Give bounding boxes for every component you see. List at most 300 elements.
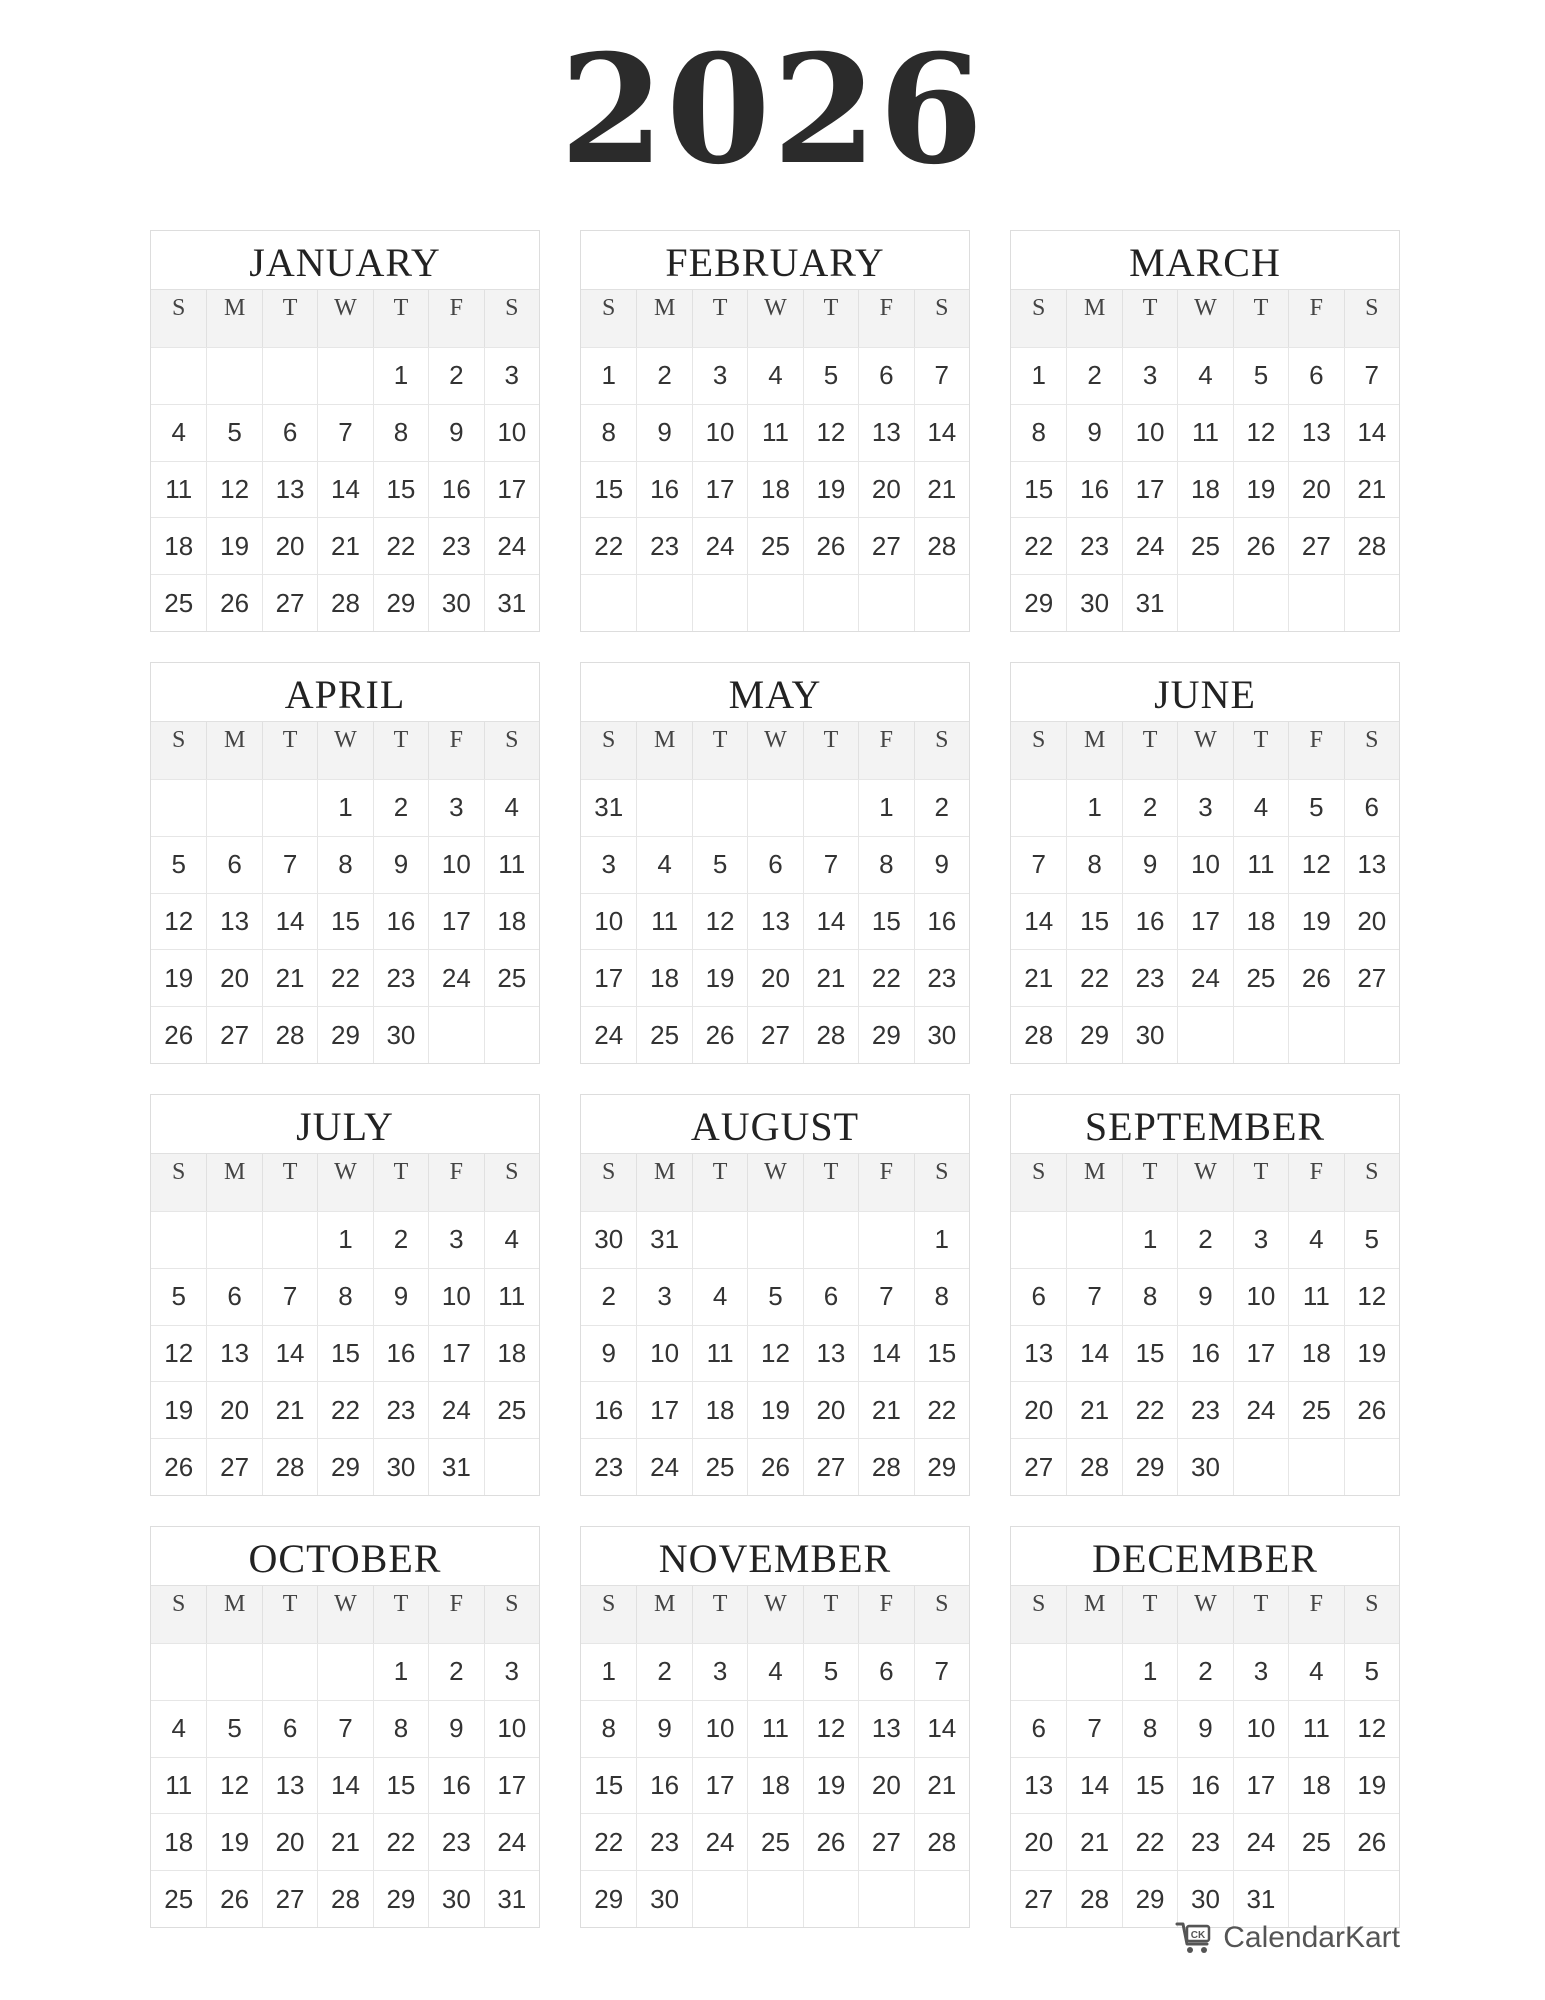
month-name: OCTOBER: [248, 1536, 442, 1581]
month-name: JANUARY: [249, 240, 441, 285]
day-cell: 30: [914, 1006, 969, 1063]
day-cell: 8: [1066, 836, 1121, 893]
day-cell: 1: [373, 1643, 428, 1700]
day-cell: 31: [1233, 1870, 1288, 1927]
day-cell: 2: [428, 347, 483, 404]
day-cell: 25: [1288, 1813, 1343, 1870]
day-cell: 1: [858, 779, 913, 836]
day-cell: 20: [262, 1813, 317, 1870]
day-cell: 7: [1011, 836, 1066, 893]
day-cell: 19: [1344, 1757, 1399, 1814]
weekday-label: S: [914, 721, 969, 779]
brand-logo: [1175, 1920, 1400, 1956]
day-cell: 27: [1344, 949, 1399, 1006]
day-cell: 10: [484, 1700, 539, 1757]
day-cell: 9: [1066, 404, 1121, 461]
weekday-label: S: [914, 289, 969, 347]
day-cell: 27: [206, 1438, 261, 1495]
weekday-label: M: [636, 1153, 691, 1211]
day-cell: 17: [428, 1325, 483, 1382]
day-cell: 4: [692, 1268, 747, 1325]
day-cell: 30: [581, 1211, 636, 1268]
day-cell: [858, 1211, 913, 1268]
brand-name: CalendarKart: [1223, 1921, 1400, 1954]
day-cell: 28: [1011, 1006, 1066, 1063]
day-cell: 13: [803, 1325, 858, 1382]
day-cell: 28: [1066, 1870, 1121, 1927]
weekday-label: S: [1011, 1153, 1066, 1211]
day-cell: 24: [1122, 517, 1177, 574]
day-cell: 22: [1011, 517, 1066, 574]
days-grid: [1011, 347, 1399, 631]
day-cell: 26: [206, 1870, 261, 1927]
month-april: [150, 662, 540, 1064]
day-cell: 14: [858, 1325, 913, 1382]
day-cell: 27: [803, 1438, 858, 1495]
day-cell: 13: [1288, 404, 1343, 461]
day-cell: 15: [1066, 893, 1121, 950]
day-cell: 23: [1177, 1381, 1232, 1438]
day-cell: 24: [484, 1813, 539, 1870]
day-cell: 21: [317, 1813, 372, 1870]
day-cell: 4: [1177, 347, 1232, 404]
day-cell: 26: [1288, 949, 1343, 1006]
day-cell: 7: [1066, 1700, 1121, 1757]
day-cell: 2: [1177, 1211, 1232, 1268]
day-cell: 19: [151, 949, 206, 1006]
weekday-label: M: [206, 1153, 261, 1211]
weekday-label: T: [692, 1153, 747, 1211]
weekday-label: S: [581, 289, 636, 347]
day-cell: [692, 574, 747, 631]
day-cell: 17: [1233, 1325, 1288, 1382]
day-cell: 10: [692, 1700, 747, 1757]
day-cell: 4: [1233, 779, 1288, 836]
weekday-label: S: [484, 1585, 539, 1643]
day-cell: 20: [1288, 461, 1343, 518]
day-cell: 22: [317, 949, 372, 1006]
month-name: DECEMBER: [1092, 1536, 1318, 1581]
day-cell: 18: [484, 893, 539, 950]
day-cell: 2: [1066, 347, 1121, 404]
day-cell: 5: [803, 347, 858, 404]
day-cell: 3: [484, 347, 539, 404]
day-cell: 12: [803, 1700, 858, 1757]
day-cell: 15: [581, 461, 636, 518]
day-cell: 9: [1177, 1268, 1232, 1325]
weekday-label: F: [1288, 1153, 1343, 1211]
day-cell: 15: [1122, 1757, 1177, 1814]
weekday-label: T: [692, 289, 747, 347]
day-cell: 23: [428, 1813, 483, 1870]
day-cell: 13: [858, 1700, 913, 1757]
weekday-header-row: [151, 1153, 539, 1211]
weekday-label: S: [1011, 1585, 1066, 1643]
day-cell: 13: [747, 893, 802, 950]
day-cell: 31: [484, 574, 539, 631]
day-cell: 11: [484, 1268, 539, 1325]
day-cell: 27: [206, 1006, 261, 1063]
day-cell: 29: [581, 1870, 636, 1927]
days-grid: [151, 779, 539, 1063]
day-cell: 13: [206, 893, 261, 950]
day-cell: [1233, 1006, 1288, 1063]
weekday-label: T: [1233, 1153, 1288, 1211]
month-august: [580, 1094, 970, 1496]
day-cell: 15: [858, 893, 913, 950]
day-cell: [747, 1211, 802, 1268]
day-cell: 15: [1122, 1325, 1177, 1382]
day-cell: 22: [1122, 1813, 1177, 1870]
day-cell: 20: [858, 461, 913, 518]
day-cell: 29: [1066, 1006, 1121, 1063]
day-cell: [1288, 1006, 1343, 1063]
day-cell: 21: [914, 461, 969, 518]
month-name: SEPTEMBER: [1084, 1104, 1326, 1149]
day-cell: [803, 1211, 858, 1268]
day-cell: 9: [636, 404, 691, 461]
day-cell: [151, 779, 206, 836]
day-cell: 24: [1233, 1381, 1288, 1438]
day-cell: [206, 1211, 261, 1268]
day-cell: 5: [1288, 779, 1343, 836]
weekday-label: W: [317, 721, 372, 779]
weekday-label: M: [636, 289, 691, 347]
day-cell: 24: [692, 517, 747, 574]
day-cell: [206, 1643, 261, 1700]
days-grid: [151, 347, 539, 631]
weekday-label: W: [747, 289, 802, 347]
day-cell: 17: [484, 461, 539, 518]
day-cell: [636, 574, 691, 631]
day-cell: 7: [1066, 1268, 1121, 1325]
weekday-label: M: [206, 721, 261, 779]
day-cell: [692, 1211, 747, 1268]
day-cell: 10: [428, 836, 483, 893]
day-cell: 7: [858, 1268, 913, 1325]
day-cell: 1: [1122, 1643, 1177, 1700]
weekday-label: T: [1233, 721, 1288, 779]
day-cell: 4: [151, 1700, 206, 1757]
day-cell: 21: [317, 517, 372, 574]
month-march: [1010, 230, 1400, 632]
day-cell: 14: [317, 1757, 372, 1814]
weekday-label: F: [858, 1153, 913, 1211]
weekday-label: M: [1066, 289, 1121, 347]
day-cell: 26: [692, 1006, 747, 1063]
day-cell: 30: [636, 1870, 691, 1927]
day-cell: 17: [484, 1757, 539, 1814]
day-cell: 2: [373, 779, 428, 836]
day-cell: 8: [1011, 404, 1066, 461]
day-cell: 27: [1288, 517, 1343, 574]
weekday-label: M: [636, 1585, 691, 1643]
months-grid: [150, 230, 1400, 1928]
day-cell: 9: [636, 1700, 691, 1757]
day-cell: 7: [803, 836, 858, 893]
day-cell: 2: [428, 1643, 483, 1700]
weekday-label: S: [484, 721, 539, 779]
weekday-label: T: [1233, 1585, 1288, 1643]
calendar-cart-icon: [1175, 1920, 1215, 1956]
day-cell: 3: [1233, 1643, 1288, 1700]
day-cell: 21: [262, 949, 317, 1006]
day-cell: 26: [206, 574, 261, 631]
day-cell: [803, 1870, 858, 1927]
day-cell: 15: [317, 893, 372, 950]
weekday-label: F: [428, 289, 483, 347]
month-may: [580, 662, 970, 1064]
day-cell: 3: [428, 779, 483, 836]
day-cell: 13: [262, 1757, 317, 1814]
days-grid: [581, 1643, 969, 1927]
day-cell: 25: [692, 1438, 747, 1495]
weekday-header-row: [1011, 1585, 1399, 1643]
weekday-label: M: [1066, 721, 1121, 779]
day-cell: 2: [636, 1643, 691, 1700]
day-cell: 3: [1177, 779, 1232, 836]
day-cell: 18: [747, 1757, 802, 1814]
day-cell: 14: [262, 1325, 317, 1382]
day-cell: 3: [428, 1211, 483, 1268]
day-cell: 21: [262, 1381, 317, 1438]
day-cell: 10: [1233, 1268, 1288, 1325]
day-cell: 6: [1011, 1700, 1066, 1757]
day-cell: [262, 347, 317, 404]
day-cell: 15: [581, 1757, 636, 1814]
day-cell: 12: [1344, 1700, 1399, 1757]
day-cell: 23: [1122, 949, 1177, 1006]
day-cell: 16: [1177, 1325, 1232, 1382]
day-cell: 22: [373, 517, 428, 574]
day-cell: 25: [484, 1381, 539, 1438]
day-cell: 4: [484, 1211, 539, 1268]
day-cell: 16: [636, 461, 691, 518]
day-cell: 24: [581, 1006, 636, 1063]
weekday-label: W: [747, 1153, 802, 1211]
day-cell: 21: [1344, 461, 1399, 518]
day-cell: 6: [803, 1268, 858, 1325]
day-cell: [151, 347, 206, 404]
day-cell: 14: [1011, 893, 1066, 950]
day-cell: 25: [636, 1006, 691, 1063]
weekday-label: F: [1288, 289, 1343, 347]
day-cell: 12: [206, 461, 261, 518]
day-cell: 28: [317, 1870, 372, 1927]
weekday-label: S: [914, 1585, 969, 1643]
day-cell: 19: [206, 1813, 261, 1870]
day-cell: 16: [373, 1325, 428, 1382]
day-cell: 15: [373, 1757, 428, 1814]
day-cell: 16: [581, 1381, 636, 1438]
day-cell: 26: [1233, 517, 1288, 574]
weekday-label: M: [1066, 1585, 1121, 1643]
weekday-label: T: [373, 1585, 428, 1643]
day-cell: 29: [1122, 1870, 1177, 1927]
day-cell: 3: [1233, 1211, 1288, 1268]
day-cell: [858, 1870, 913, 1927]
weekday-label: T: [1122, 1585, 1177, 1643]
day-cell: 8: [858, 836, 913, 893]
day-cell: 15: [317, 1325, 372, 1382]
day-cell: [914, 574, 969, 631]
day-cell: 10: [1233, 1700, 1288, 1757]
day-cell: 1: [581, 1643, 636, 1700]
day-cell: 10: [428, 1268, 483, 1325]
day-cell: 8: [317, 836, 372, 893]
day-cell: 7: [262, 836, 317, 893]
day-cell: 14: [1066, 1325, 1121, 1382]
day-cell: 31: [484, 1870, 539, 1927]
day-cell: 31: [636, 1211, 691, 1268]
day-cell: 22: [317, 1381, 372, 1438]
weekday-label: S: [484, 1153, 539, 1211]
day-cell: 23: [1066, 517, 1121, 574]
day-cell: 10: [636, 1325, 691, 1382]
day-cell: 28: [914, 1813, 969, 1870]
month-september: [1010, 1094, 1400, 1496]
day-cell: [1288, 1870, 1343, 1927]
weekday-label: T: [692, 721, 747, 779]
weekday-label: F: [858, 1585, 913, 1643]
days-grid: [581, 1211, 969, 1495]
day-cell: 5: [206, 404, 261, 461]
day-cell: 5: [747, 1268, 802, 1325]
day-cell: [1344, 1870, 1399, 1927]
day-cell: 23: [1177, 1813, 1232, 1870]
day-cell: 28: [914, 517, 969, 574]
weekday-label: W: [1177, 1585, 1232, 1643]
days-grid: [581, 347, 969, 631]
weekday-label: S: [1011, 289, 1066, 347]
day-cell: 27: [858, 1813, 913, 1870]
month-october: [150, 1526, 540, 1928]
day-cell: 1: [317, 1211, 372, 1268]
day-cell: 20: [206, 1381, 261, 1438]
day-cell: 12: [1344, 1268, 1399, 1325]
day-cell: 6: [206, 836, 261, 893]
day-cell: 22: [1066, 949, 1121, 1006]
day-cell: [692, 1870, 747, 1927]
day-cell: 19: [206, 517, 261, 574]
day-cell: 16: [914, 893, 969, 950]
day-cell: 11: [151, 1757, 206, 1814]
day-cell: 21: [1011, 949, 1066, 1006]
day-cell: 12: [206, 1757, 261, 1814]
day-cell: 11: [636, 893, 691, 950]
day-cell: 9: [914, 836, 969, 893]
day-cell: 25: [151, 1870, 206, 1927]
day-cell: 6: [858, 1643, 913, 1700]
weekday-label: M: [206, 1585, 261, 1643]
day-cell: 29: [1011, 574, 1066, 631]
day-cell: 14: [1344, 404, 1399, 461]
month-february: [580, 230, 970, 632]
day-cell: 11: [1233, 836, 1288, 893]
weekday-label: W: [317, 1153, 372, 1211]
day-cell: 2: [1177, 1643, 1232, 1700]
day-cell: 5: [151, 836, 206, 893]
day-cell: 29: [914, 1438, 969, 1495]
day-cell: 7: [317, 404, 372, 461]
weekday-label: T: [373, 721, 428, 779]
day-cell: 27: [747, 1006, 802, 1063]
day-cell: 28: [262, 1438, 317, 1495]
day-cell: 25: [1233, 949, 1288, 1006]
day-cell: [428, 1006, 483, 1063]
weekday-label: T: [1233, 289, 1288, 347]
day-cell: 14: [803, 893, 858, 950]
day-cell: 7: [1344, 347, 1399, 404]
day-cell: 25: [151, 574, 206, 631]
day-cell: 10: [484, 404, 539, 461]
day-cell: 13: [262, 461, 317, 518]
day-cell: 5: [206, 1700, 261, 1757]
month-name: AUGUST: [690, 1104, 860, 1149]
day-cell: 24: [484, 517, 539, 574]
weekday-header-row: [151, 721, 539, 779]
weekday-label: T: [1122, 721, 1177, 779]
day-cell: 24: [428, 949, 483, 1006]
day-cell: 25: [747, 1813, 802, 1870]
day-cell: 9: [428, 1700, 483, 1757]
day-cell: 5: [1344, 1211, 1399, 1268]
day-cell: [262, 779, 317, 836]
day-cell: 6: [1344, 779, 1399, 836]
day-cell: 8: [1122, 1268, 1177, 1325]
month-name: JULY: [296, 1104, 394, 1149]
day-cell: 11: [1177, 404, 1232, 461]
day-cell: [206, 779, 261, 836]
day-cell: 24: [692, 1813, 747, 1870]
days-grid: [151, 1211, 539, 1495]
day-cell: [692, 779, 747, 836]
day-cell: 25: [747, 517, 802, 574]
month-name: MARCH: [1129, 240, 1281, 285]
day-cell: 14: [317, 461, 372, 518]
day-cell: 31: [581, 779, 636, 836]
day-cell: 19: [1233, 461, 1288, 518]
day-cell: [1066, 1643, 1121, 1700]
day-cell: 6: [262, 1700, 317, 1757]
month-name: JUNE: [1154, 672, 1256, 717]
day-cell: 26: [747, 1438, 802, 1495]
day-cell: 6: [206, 1268, 261, 1325]
weekday-label: T: [373, 289, 428, 347]
day-cell: 18: [692, 1381, 747, 1438]
weekday-label: S: [1011, 721, 1066, 779]
day-cell: 2: [581, 1268, 636, 1325]
day-cell: 30: [1177, 1870, 1232, 1927]
day-cell: 3: [692, 347, 747, 404]
day-cell: [317, 347, 372, 404]
day-cell: 10: [1122, 404, 1177, 461]
day-cell: 28: [858, 1438, 913, 1495]
day-cell: 20: [803, 1381, 858, 1438]
day-cell: 16: [428, 1757, 483, 1814]
weekday-header-row: [581, 1153, 969, 1211]
weekday-label: W: [747, 721, 802, 779]
weekday-label: F: [428, 721, 483, 779]
month-june: [1010, 662, 1400, 1064]
day-cell: 28: [1066, 1438, 1121, 1495]
day-cell: 1: [1066, 779, 1121, 836]
weekday-label: M: [1066, 1153, 1121, 1211]
day-cell: [1344, 574, 1399, 631]
day-cell: 31: [1122, 574, 1177, 631]
day-cell: 23: [373, 949, 428, 1006]
day-cell: 11: [1288, 1700, 1343, 1757]
